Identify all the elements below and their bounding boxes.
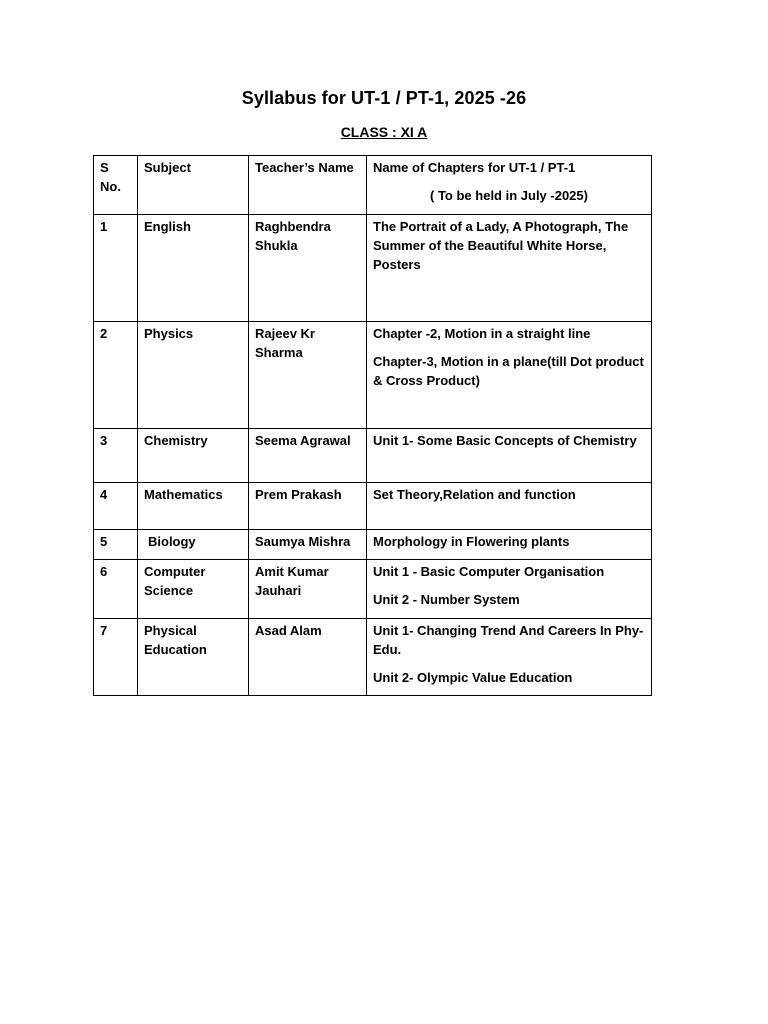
cell-subject: Physical Education bbox=[138, 619, 249, 696]
cell-sno: 6 bbox=[94, 560, 138, 619]
header-subject: Subject bbox=[138, 156, 249, 215]
cell-subject: Mathematics bbox=[138, 483, 249, 530]
cell-sno: 4 bbox=[94, 483, 138, 530]
header-sno: S No. bbox=[94, 156, 138, 215]
cell-chapters bbox=[367, 619, 652, 696]
cell-teacher: Rajeev Kr Sharma bbox=[249, 322, 367, 429]
class-label: CLASS : XI A bbox=[340, 124, 428, 140]
cell-teacher: Raghbendra Shukla bbox=[249, 215, 367, 322]
header-chapters-note: ( To be held in July -2025) bbox=[430, 188, 588, 203]
table-row bbox=[94, 215, 652, 322]
table-header-row bbox=[94, 156, 652, 215]
chapter-text: Chapter-3, Motion in a plane(till Dot product & Cross Product) bbox=[373, 354, 644, 388]
header-chapters-title: Name of Chapters for UT-1 / PT-1 bbox=[373, 160, 576, 175]
table-row bbox=[94, 560, 652, 619]
chapter-text: Set Theory,Relation and function bbox=[373, 487, 576, 502]
header-chapters bbox=[367, 156, 652, 215]
cell-chapters bbox=[367, 530, 652, 560]
cell-subject: Computer Science bbox=[138, 560, 249, 619]
chapter-text: Unit 1- Changing Trend And Careers In Phy-Edu. bbox=[373, 623, 644, 657]
table-row bbox=[94, 322, 652, 429]
chapter-text: Unit 2 - Number System bbox=[373, 592, 520, 607]
cell-teacher: Asad Alam bbox=[249, 619, 367, 696]
cell-chapters bbox=[367, 483, 652, 530]
cell-teacher: Amit Kumar Jauhari bbox=[249, 560, 367, 619]
chapter-text: Chapter -2, Motion in a straight line bbox=[373, 326, 591, 341]
table-row bbox=[94, 483, 652, 530]
syllabus-table bbox=[93, 155, 652, 696]
cell-chapters bbox=[367, 429, 652, 483]
cell-subject bbox=[138, 530, 249, 560]
cell-sno: 5 bbox=[94, 530, 138, 560]
cell-sno: 1 bbox=[94, 215, 138, 322]
cell-teacher: Seema Agrawal bbox=[249, 429, 367, 483]
cell-chapters bbox=[367, 560, 652, 619]
header-teacher: Teacher’s Name bbox=[249, 156, 367, 215]
cell-sno: 3 bbox=[94, 429, 138, 483]
chapter-text: Unit 1 - Basic Computer Organisation bbox=[373, 564, 605, 579]
chapter-text: Unit 1- Some Basic Concepts of Chemistry bbox=[373, 433, 637, 448]
table-row bbox=[94, 429, 652, 483]
chapter-text: The Portrait of a Lady, A Photograph, The Summer of the Beautiful White Horse, Posters bbox=[373, 219, 629, 272]
document-title: Syllabus for UT-1 / PT-1, 2025 -26 bbox=[241, 88, 527, 108]
cell-subject: English bbox=[138, 215, 249, 322]
chapter-text: Morphology in Flowering plants bbox=[373, 534, 570, 549]
cell-subject: Chemistry bbox=[138, 429, 249, 483]
cell-teacher: Saumya Mishra bbox=[249, 530, 367, 560]
cell-teacher: Prem Prakash bbox=[249, 483, 367, 530]
cell-sno: 7 bbox=[94, 619, 138, 696]
table-row bbox=[94, 619, 652, 696]
cell-sno: 2 bbox=[94, 322, 138, 429]
cell-subject: Physics bbox=[138, 322, 249, 429]
cell-chapters bbox=[367, 215, 652, 322]
cell-subject-text: Biology bbox=[148, 534, 196, 549]
cell-chapters bbox=[367, 322, 652, 429]
table-row bbox=[94, 530, 652, 560]
chapter-text: Unit 2- Olympic Value Education bbox=[373, 670, 573, 685]
